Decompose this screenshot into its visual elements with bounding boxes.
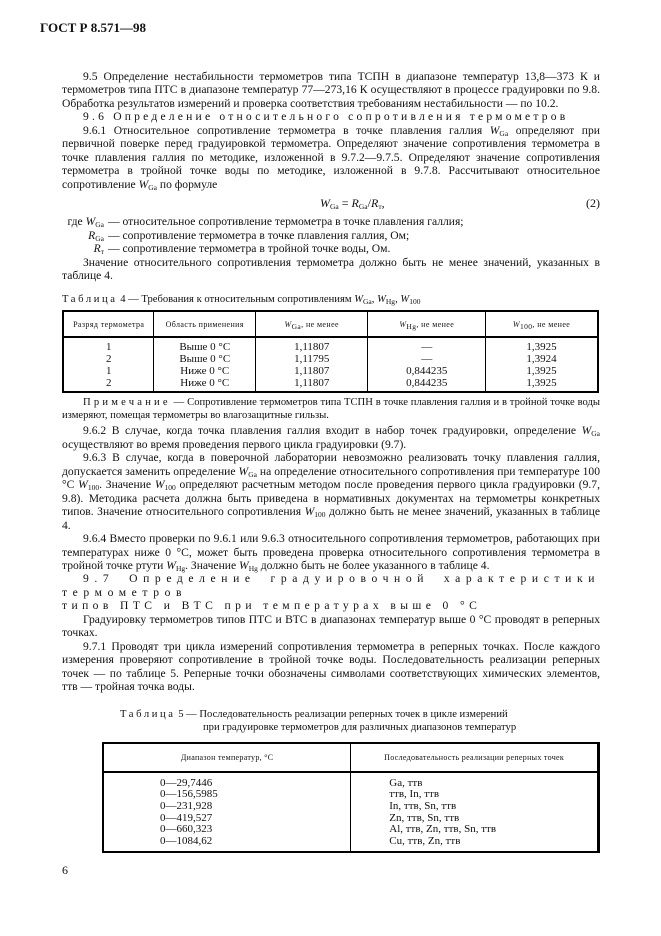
table-5-column (103, 772, 351, 852)
table-4-cell: 1 (105, 365, 112, 378)
table-5-cell: 0—156,5985 (160, 788, 218, 801)
table-5-header-range: Диапазон температур, °С (103, 743, 351, 772)
table-4-cell: 1,11807 (294, 341, 330, 354)
symbol-W-Ga: $W_{Ga}$ (354, 294, 372, 307)
legend-row (62, 229, 600, 243)
table-4-cell: 1,11807 (294, 365, 330, 378)
paragraph-9-6-1: 9.6.1 Относительное сопротивление термометра в точке плавления галлия $W_{Ga}$ определяют при первичной поверке перед градуировкой термометра. Определяют значение сопротивления термометра в точке плавления галлия по методике, изложенной в 9.7.2—9.7.5. Определяют значение сопротивления термометра в тройной точке воды по методике, изложенной в 9.7.8. Рассчитывают относительное сопротивление $W_{Ga}$ по формуле (62, 123, 600, 192)
paragraph-9-6-3: 9.6.3 В случае, когда в поверочной лаборатории невозможно реализовать точку плавления галлия, допускается заменить определение $W_{Ga}$ на определение относительного сопротивления при температуре 100 °С $W_{100}$. Значение $W_{100}$ определяют расчетным методом после проведения первого цикла градуировки (9.7, 9.8). Методика расчета должна быть приведена в нормативных документах на термометры конкретных типов. Значение относительного сопротивления $W_{100}$ должно быть не менее значений, указанных в таблице 4. (62, 451, 600, 532)
section-9-6-2 (62, 424, 600, 693)
page-number: 6 (62, 862, 68, 877)
table-4-cell: Выше 0 °С (179, 353, 231, 366)
table-4-cell: — (421, 353, 433, 366)
heading-9-7-line2: типов ПТС и ВТС при температурах выше 0 °С (62, 599, 482, 613)
legend-row (62, 242, 600, 256)
symbol-W-100: $W_{100}$ (400, 294, 421, 307)
table-4-cell: 1,11795 (294, 353, 330, 366)
symbol-W-100: $W_{100}$ (304, 505, 326, 520)
table-4-cell: 2 (105, 353, 112, 366)
table-4-note: Примечание — Сопротивление термометров типа ТСПН в точке плавления галлия и в тройной точке воды измеряют, помещая термометры во влагозащитные гильзы. (62, 397, 600, 422)
table-4-column (154, 337, 256, 392)
symbol-W-Ga: $W_{Ga}$ (138, 177, 157, 192)
table-5-cell: Zn, ттв, Sn, ттв (389, 811, 460, 824)
table-4-cell: 0,844235 (406, 365, 448, 378)
table-5 (102, 742, 600, 853)
table-5-cell: In, ттв, Sn, ттв (389, 799, 457, 812)
legend-text: — сопротивление термометра в точке плавления галлия, Ом; (108, 228, 410, 242)
table-4-cell: 1,11807 (294, 377, 330, 390)
table-4-header: Область применения (154, 311, 256, 337)
table-4-column (486, 337, 598, 392)
symbol-W-Ga: $W_{Ga}$ (581, 424, 600, 439)
table-4-cell: 2 (105, 377, 112, 390)
heading-9-7-line1: 9.7 Определение градуировочной характеристики термометров (62, 572, 600, 599)
formula-number: (2) (586, 196, 600, 211)
table-5-cell: ттв, In, ттв (389, 788, 440, 801)
table-4-header (368, 311, 486, 337)
note-label: Примечание (83, 397, 171, 409)
legend-symbol (62, 242, 108, 256)
paragraph-9-6-2: 9.6.2 В случае, когда точка плавления галлия входит в набор точек градуировки, определение $W_{Ga}$ осуществляют во время проведения первого цикла градуировки (9.7). (62, 424, 600, 451)
document-header: ГОСТ Р 8.571—98 (40, 20, 146, 35)
legend-symbol (62, 229, 108, 243)
table-4-cell: 1,3925 (526, 341, 557, 354)
page-body (62, 70, 600, 878)
legend-text: — относительное сопротивление термометра в точке плавления галлия; (108, 215, 464, 229)
symbol-W-Ga: $W_{Ga}$ (489, 123, 509, 138)
symbol-W-Hg: $W_{Hg}$, не менее (399, 319, 455, 331)
symbol-W-100: $W_{100}$, не менее (512, 319, 571, 331)
table-4-header (256, 311, 368, 337)
table-5-cell: 0—231,928 (160, 799, 213, 812)
table-4-cell: — (421, 341, 433, 354)
table-4-column (368, 337, 486, 392)
symbol-W-Hg: $W_{Hg}$ (377, 294, 396, 307)
symbol-W-100: $W_{100}$ (154, 478, 176, 493)
symbol-W-Ga: $W_{Ga}$ (238, 464, 257, 479)
table-5-cell: Cu, ттв, Zn, ттв (389, 835, 461, 848)
table-5-cell: 0—1084,62 (160, 835, 213, 848)
symbol-R-т: $R_т$ (93, 242, 104, 257)
table-5-cell: Ga, ттв (389, 776, 423, 789)
table-4-header (486, 311, 598, 337)
table-4-cell: 1,3924 (526, 353, 557, 366)
table-4 (62, 310, 599, 393)
table-4-cell: 1 (105, 341, 112, 354)
heading-9-6: 9.6 Определение относительного сопротивления термометров (83, 110, 569, 124)
table-4-column (63, 337, 154, 392)
table-5-caption: Таблица 5 — Последовательность реализации реперных точек в цикле измерений при градуировке термометров для различных диапазонов температур (120, 708, 517, 733)
symbol-W-Ga: $W_{Ga}$ (85, 215, 104, 230)
symbol-W-Ga: $W_{Ga}$, не менее (284, 319, 339, 331)
legend-text: — сопротивление термометра в тройной точке воды, Ом. (108, 242, 391, 256)
paragraph-9-7: Градуировку термометров типов ПТС и ВТС в диапазонах температур выше 0 °С проводят в реперных точках. (62, 612, 600, 640)
table-4-cell: Ниже 0 °С (180, 365, 230, 378)
table-4-cell: 0,844235 (406, 377, 448, 390)
paragraph-9-7-1: 9.7.1 Проводят три цикла измерений сопротивления термометра в реперных точках. После каждого измерения проверяют сопротивление в тройной точке воды. Последовательность реализации реперных точек — по таблице 5. Реперные точки обозначены символами соответствующих химических элементов, ттв — тройная точка воды. (62, 639, 600, 694)
symbol-R-Ga: $R_{Ga}$ (88, 228, 104, 243)
table-4-caption: Таблица 4 — Требования к относительным сопротивлениям $W_{Ga}$, $W_{Hg}$, $W_{100}$ (62, 294, 421, 307)
table-4-cell: Выше 0 °С (179, 341, 231, 354)
table-5-column (351, 772, 599, 852)
table-4-column (256, 337, 368, 392)
table-4-header: Разряд термометра (63, 311, 154, 337)
legend-symbol: где $W_{Ga}$ (67, 215, 104, 230)
symbol-W-Hg: $W_{Hg}$ (166, 559, 186, 574)
formula-expression: $W_{Ga} = R_{Ga}/R_т$, (320, 196, 385, 212)
table-4-cell: 1,3925 (526, 365, 557, 378)
table-5-cell: Al, ттв, Zn, ттв, Sn, ттв (389, 823, 497, 836)
paragraph-9-5: 9.5 Определение нестабильности термометров типа ТСПН в диапазоне температур 13,8—373 К и термометров типа ПТС в диапазоне температур 77—273,16 К осуществляют в процессе градуировки по 9.8. Обработка результатов измерений и проверка соответствия требованиям нестабильности — по 10.2. (62, 70, 600, 110)
table-5-cell: 0—29,7446 (160, 776, 213, 789)
formula-legend (62, 215, 600, 256)
section-9-5 (62, 70, 600, 191)
table-4-cell: Ниже 0 °С (180, 377, 230, 390)
table-5-cell: 0—419,527 (160, 811, 213, 824)
formula-2 (62, 195, 600, 215)
legend-row (62, 215, 600, 229)
table-5-cell: 0—660,323 (160, 823, 213, 836)
paragraph-9-6-4: 9.6.4 Вместо проверки по 9.6.1 или 9.6.3 относительного сопротивления термометров, работающих при температурах ниже 0 °С, может быть проведена проверка относительного сопротивления термометра в тройной точке ртути $W_{Hg}$. Значение $W_{Hg}$ должно быть не более указанного в таблице 4. (62, 532, 600, 574)
symbol-W-Hg: $W_{Hg}$ (239, 559, 258, 574)
paragraph-value-requirement: Значение относительного сопротивления термометра должно быть не менее значений, указанных в таблице 4. (62, 255, 600, 283)
symbol-W-100: $W_{100}$ (78, 478, 100, 493)
table-4-cell: 1,3925 (526, 377, 557, 390)
table-5-header-sequence: Последовательность реализации реперных точек (351, 743, 599, 772)
section-value (62, 256, 600, 283)
